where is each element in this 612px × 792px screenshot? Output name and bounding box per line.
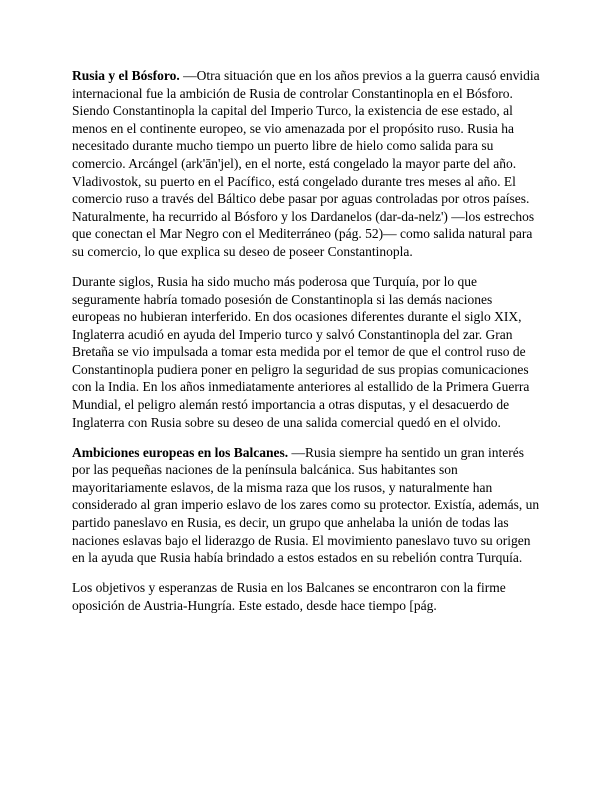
paragraph-text: —Otra situación que en los años previos a la guerra causó envidia internacional fue la ambición de Rusia de controlar Constantinopla en el Bósforo. Siendo Constantinopla la capital del Imperio Turco, la existencia de ese estado, al menos en el continente europeo, se vio amenazada por el propósito ruso. Rusia ha necesitado durante mucho tiempo un puerto libre de hielo como salida para su comercio. Arcángel (ark'ān'jel), en el norte, está congelado la mayor parte del año. Vladivostok, su puerto en el Pacífico, está congelado durante tres meses al año. El comercio ruso a través del Báltico debe pasar por aguas controladas por otros países. Naturalmente, ha recurrido al Bósforo y los Dardanelos (dar-da-nelz') —los estrechos que conectan el Mar Negro con el Mediterráneo (pág. 52)— como salida natural para su comercio, lo que explica su deseo de poseer Constantinopla. — [72, 68, 540, 259]
paragraph-text: Los objetivos y esperanzas de Rusia en los Balcanes se encontraron con la firme oposición de Austria-Hungría. Este estado, desde hace tiempo [pág. — [72, 580, 506, 613]
paragraph-durante-siglos — [72, 273, 540, 431]
paragraph-lead-rusia-y-el-bosforo: Rusia y el Bósforo. — [72, 68, 180, 83]
paragraph-los-objetivos — [72, 579, 540, 614]
paragraph-text: —Rusia siempre ha sentido un gran interés por las pequeñas naciones de la península balcánica. Sus habitantes son mayoritariamente eslavos, de la misma raza que los rusos, y naturalmente han considerado al gran imperio eslavo de los zares como su protector. Existía, además, un partido paneslavo en Rusia, es decir, un grupo que anhelaba la unión de todas las naciones eslavas bajo el liderazgo de Rusia. El movimiento paneslavo tuvo su origen en la ayuda que Rusia había brindado a estos estados en su rebelión contra Turquía. — [72, 444, 540, 566]
paragraph-text: Durante siglos, Rusia ha sido mucho más poderosa que Turquía, por lo que seguramente habría tomado posesión de Constantinopla si las demás naciones europeas no hubieran interferido. En dos ocasiones diferentes durante el siglo XIX, Inglaterra acudió en ayuda del Imperio turco y salvó Constantinopla del zar. Gran Bretaña se vio impulsada a tomar esta medida por el temor de que el control ruso de Constantinopla pudiera poner en peligro la seguridad de sus propias comunicaciones con la India. En los años inmediatamente anteriores al estallido de la Primera Guerra Mundial, el peligro alemán restó importancia a otras disputas, y el desacuerdo de Inglaterra con Rusia sobre su deseo de una salida comercial quedó en el olvido. — [72, 273, 530, 430]
paragraph-ambiciones-europeas — [72, 444, 540, 567]
paragraph-rusia-y-el-bosforo — [72, 67, 540, 261]
paragraph-lead-ambiciones-europeas: Ambiciones europeas en los Balcanes. — [72, 444, 289, 460]
